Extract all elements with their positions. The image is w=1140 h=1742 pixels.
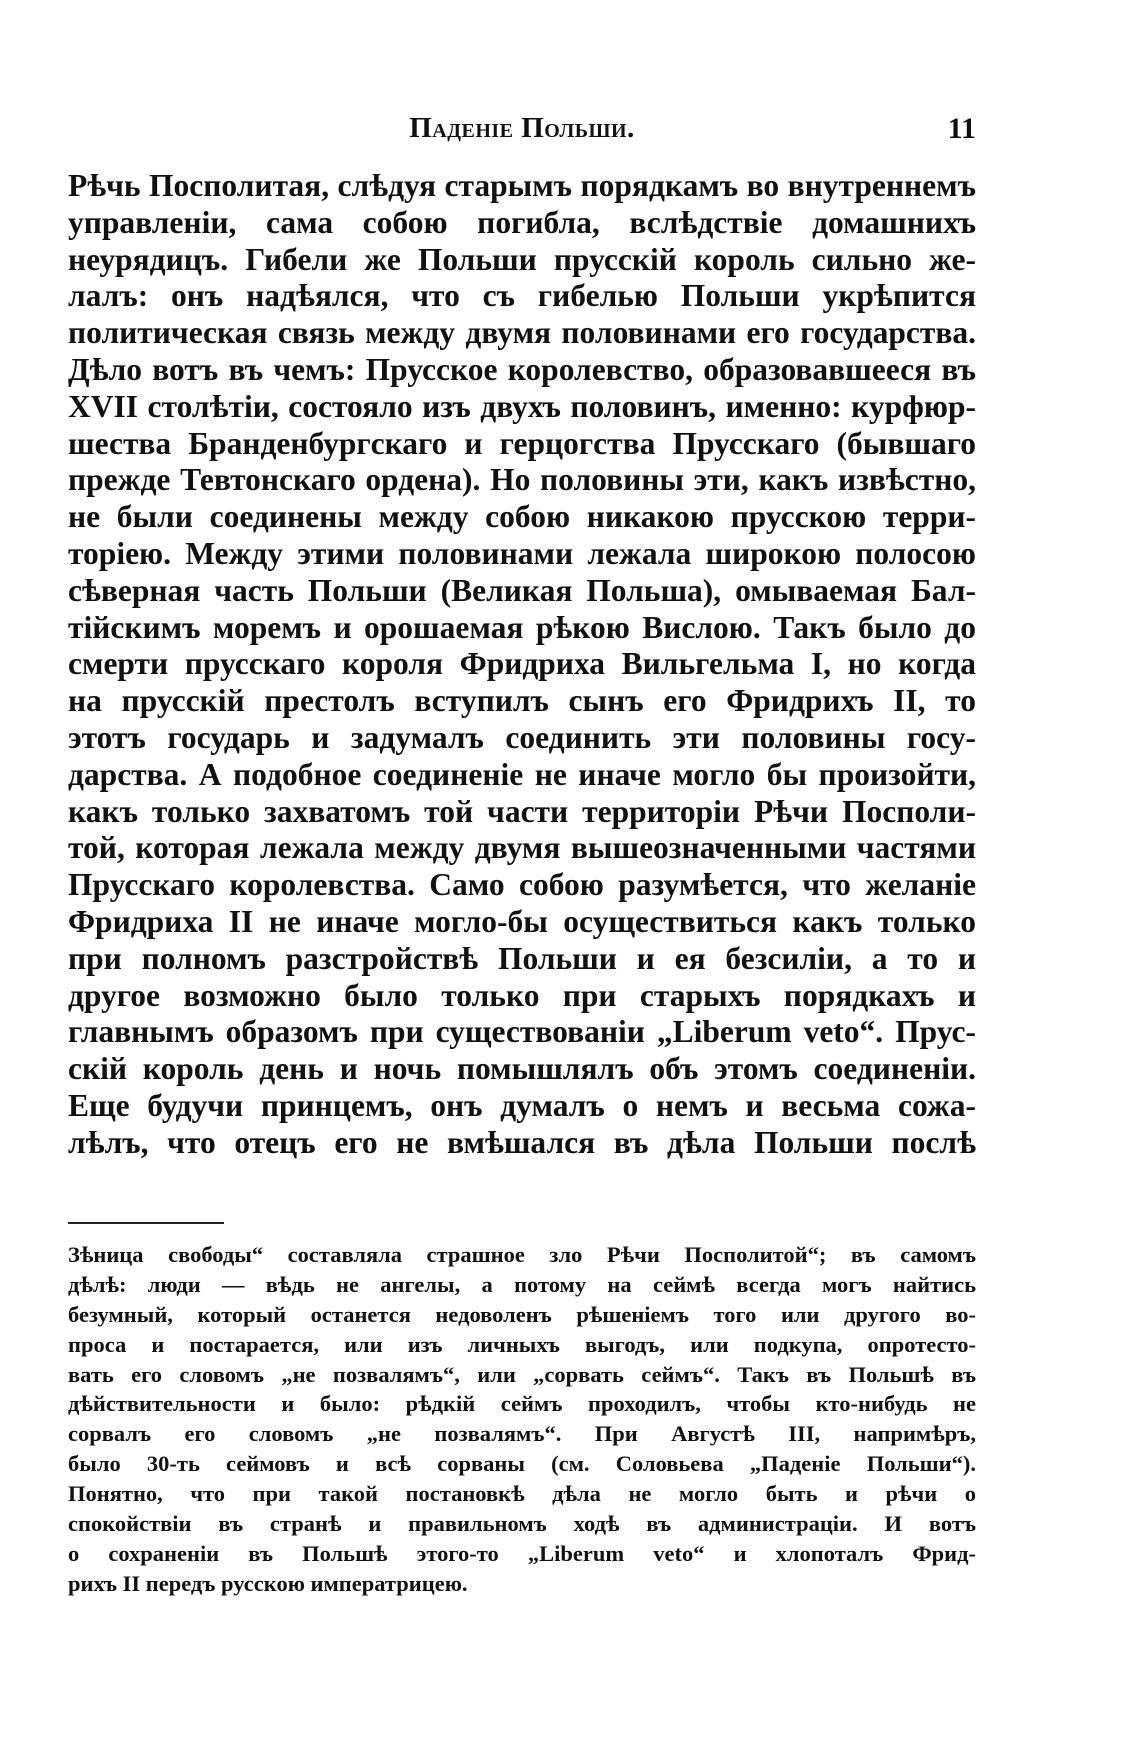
footnote [68, 1240, 976, 1599]
footnote-line: о сохраненіи въ Польшѣ этого-то „Liberum veto“ и хлопоталъ Фрид- [68, 1540, 976, 1566]
text-line: этотъ государь и задумалъ соединить эти половины госу- [68, 719, 976, 755]
footnote-line: дѣлѣ: люди — вѣдь не ангелы, а потому на сеймѣ всегда могъ найтись [68, 1271, 976, 1297]
page-number: 11 [947, 112, 976, 145]
text-line: другое возможно было только при старыхъ порядкахъ и [68, 977, 976, 1013]
text-line: сѣверная часть Польши (Великая Польша), омываемая Бал- [68, 572, 976, 608]
text-line: тійскимъ моремъ и орошаемая рѣкою Вислою. Такъ было до [68, 609, 976, 645]
footnote-line: было 30-ть сеймовъ и всѣ сорваны (см. Соловьева „Паденіе Польши“). [68, 1451, 976, 1477]
text-line: неурядицъ. Гибели же Польши прусскій король сильно же- [68, 241, 976, 277]
footnote-line: Зѣница свободы“ составляла страшное зло Рѣчи Посполитой“; въ самомъ [68, 1242, 976, 1267]
text-line: шества Бранденбургскаго и герцогства Прусскаго (бывшаго [68, 425, 976, 461]
text-line: той, которая лежала между двумя вышеозначенными частями [68, 830, 976, 866]
footnote-line: безумный, который останется недоволенъ рѣшеніемъ того или другого во- [68, 1301, 976, 1327]
text-line: политическая связь между двумя половинами его государства. [68, 315, 976, 351]
footnote-line: рихъ II передъ русскою императрицею. [68, 1570, 468, 1596]
text-line: XVII столѣтіи, состояло изъ двухъ половинъ, именно: курфюр- [68, 388, 976, 424]
text-line: Фридриха II не иначе могло-бы осуществиться какъ только [68, 903, 976, 939]
text-line: Прусскаго королевства. Само собою разумѣется, что желаніе [68, 867, 976, 903]
text-line: торіею. Между этими половинами лежала широкою полосою [68, 535, 976, 571]
text-line: скій король день и ночь помышлялъ объ этомъ соединеніи. [68, 1051, 976, 1087]
text-line: прежде Тевтонскаго ордена). Но половины эти, какъ извѣстно, [68, 462, 976, 498]
text-line: дарства. А подобное соединеніе не иначе могло бы произойти, [68, 756, 976, 792]
footnote-line: Понятно, что при такой постановкѣ дѣла не могло быть и рѣчи о [68, 1481, 976, 1507]
running-title: Паденіе Польши. [409, 112, 635, 144]
text-line: лалъ: онъ надѣялся, что съ гибелью Польши укрѣпится [68, 278, 976, 314]
footnote-line: вать его словомъ „не позвалямъ“, или „сорвать сеймъ“. Такъ въ Польшѣ въ [68, 1361, 976, 1387]
text-line: какъ только захватомъ той части территоріи Рѣчи Посполи- [68, 793, 976, 829]
footnote-line: спокойствіи въ странѣ и правильномъ ходѣ въ администраціи. И вотъ [68, 1511, 976, 1537]
text-line: Рѣчь Посполитая, слѣдуя старымъ порядкамъ во внутреннемъ [68, 168, 976, 203]
footnote-line: проса и постарается, или изъ личныхъ выгодъ, или подкупа, опротесто- [68, 1331, 976, 1357]
text-line: Еще будучи принцемъ, онъ думалъ о немъ и весьма сожа- [68, 1087, 976, 1123]
text-line: смерти прусскаго короля Фридриха Вильгельма I, но когда [68, 646, 976, 682]
footnote-line: сорвалъ его словомъ „не позвалямъ“. При Августѣ III, напримѣръ, [68, 1421, 976, 1447]
text-line: на прусскій престолъ вступилъ сынъ его Фридрихъ II, то [68, 683, 976, 719]
text-line: не были соединены между собою никакою прусскою терри- [68, 499, 976, 535]
text-line: Дѣло вотъ въ чемъ: Прусское королевство, образовавшееся въ [68, 351, 976, 387]
footnote-line: дѣйствительности и было: рѣдкій сеймъ проходилъ, чтобы кто-нибудь не [68, 1391, 976, 1417]
footnote-divider [68, 1222, 224, 1224]
text-line: главнымъ образомъ при существованіи „Liberum veto“. Прус- [68, 1014, 976, 1050]
main-text [68, 168, 976, 1162]
page-header [68, 112, 976, 152]
text-line: лѣлъ, что отецъ его не вмѣшался въ дѣла Польши послѣ [68, 1124, 976, 1160]
text-line: при полномъ разстройствѣ Польши и ея безсиліи, а то и [68, 940, 976, 976]
text-line: управленіи, сама собою погибла, вслѣдствіе домашнихъ [68, 204, 976, 240]
